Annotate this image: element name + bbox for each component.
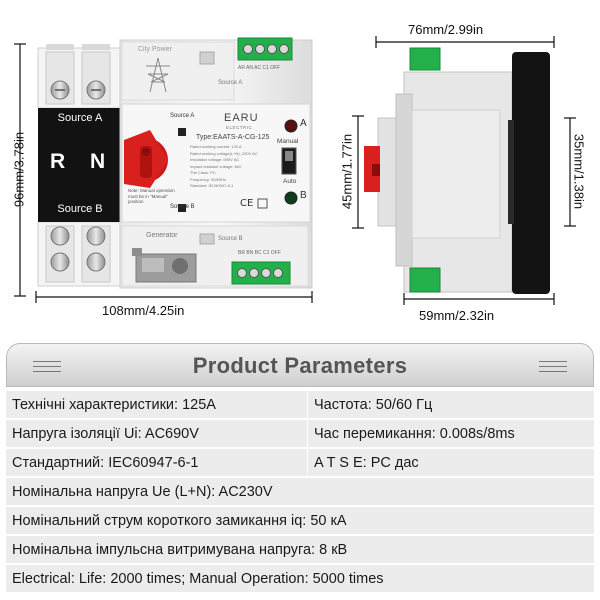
param-cell-right: A T S E: PC дас <box>314 455 419 471</box>
terminal-bottom-labels: BR BN BC C1 OFF <box>238 250 281 256</box>
param-cell-right: Час перемикання: 0.008s/8ms <box>314 426 515 442</box>
spec-line: The Class: PC <box>190 170 216 175</box>
middle-source-a-tag: Source A <box>170 113 195 119</box>
spec-line: Standard: IEC60947-6-1 <box>190 183 234 188</box>
product-parameters-panel <box>6 343 594 596</box>
generator-label: Generator <box>146 232 178 239</box>
mode-auto-label: Auto <box>283 178 297 185</box>
menu-lines-right-icon <box>539 361 567 373</box>
black-panel-source-b: Source B <box>57 203 103 215</box>
param-row <box>6 448 594 476</box>
spec-line: Rated working voltage(L+N): 230V AC <box>190 150 258 156</box>
black-panel-source-a: Source A <box>57 112 103 124</box>
param-cell-full: Electrical: Life: 2000 times; Manual Operation: 5000 times <box>12 571 384 587</box>
terminal-top-labels: AR AN AC C1 OFF <box>238 65 281 71</box>
param-row <box>6 477 594 505</box>
svg-text:CE: CE <box>240 198 254 209</box>
indicator-a-light <box>285 120 297 132</box>
top-source-a-tag: Source A <box>218 80 243 86</box>
brand-name: EARU <box>224 112 259 124</box>
letter-r: R <box>50 150 66 173</box>
param-row <box>6 419 594 447</box>
spec-line: Insulation voltage: 690V AC <box>190 157 240 162</box>
param-cell-full: Номінальний струм короткого замикання iq: 50 кА <box>12 513 347 529</box>
spec-lines <box>190 144 280 190</box>
bottom-source-b-tag: Source B <box>218 236 243 242</box>
dim-side-right: 35mm/1.38in <box>571 133 587 210</box>
spec-line: Rated working current: 125 A <box>190 144 242 149</box>
indicator-a-letter: A <box>300 118 307 129</box>
side-view <box>352 36 576 305</box>
param-cell-left: Напруга ізоляції Ui: AC690V <box>12 426 199 442</box>
city-power-label: City Power <box>138 46 172 53</box>
param-row <box>6 535 594 563</box>
letter-n: N <box>90 150 106 173</box>
dim-side-top: 76mm/2.99in <box>408 22 484 37</box>
param-cell-left: Стандартний: IEC60947-6-1 <box>12 455 199 471</box>
param-row <box>6 390 594 418</box>
param-cell-left: Технічні характеристики: 125A <box>12 397 216 413</box>
params-title: Product Parameters <box>192 353 408 378</box>
indicator-b-light <box>285 192 297 204</box>
note-text: Note: Manual operation must be in "Manual" position <box>128 188 175 204</box>
param-row <box>6 506 594 534</box>
mode-manual-label: Manual <box>277 138 299 145</box>
params-header <box>6 343 594 387</box>
param-cell-full: Номінальна імпульсна витримувана напруга: 8 кВ <box>12 542 348 558</box>
param-cell-full: Номінальна напруга Ue (L+N): AC230V <box>12 484 273 500</box>
param-cell-right: Частота: 50/60 Гц <box>314 397 433 413</box>
dim-side-bottom: 59mm/2.32in <box>419 308 495 323</box>
side-black-panel <box>512 52 550 294</box>
spec-line: Impact resistant voltage: 8kV <box>190 163 242 169</box>
middle-source-b-tag: Source B <box>170 204 195 210</box>
dim-front-height: 96mm/3.78in <box>11 131 27 208</box>
dim-front-width: 108mm/4.25in <box>102 303 185 318</box>
spec-line: Frequency: 50/60Hz <box>190 176 227 182</box>
model-type: Type:EAATS-A-CG-125 <box>196 134 270 141</box>
indicator-b-letter: B <box>300 190 307 201</box>
brand-sub: ELECTRIC <box>226 125 253 130</box>
dim-side-left: 45mm/1.77in <box>339 133 355 210</box>
param-row <box>6 564 594 592</box>
